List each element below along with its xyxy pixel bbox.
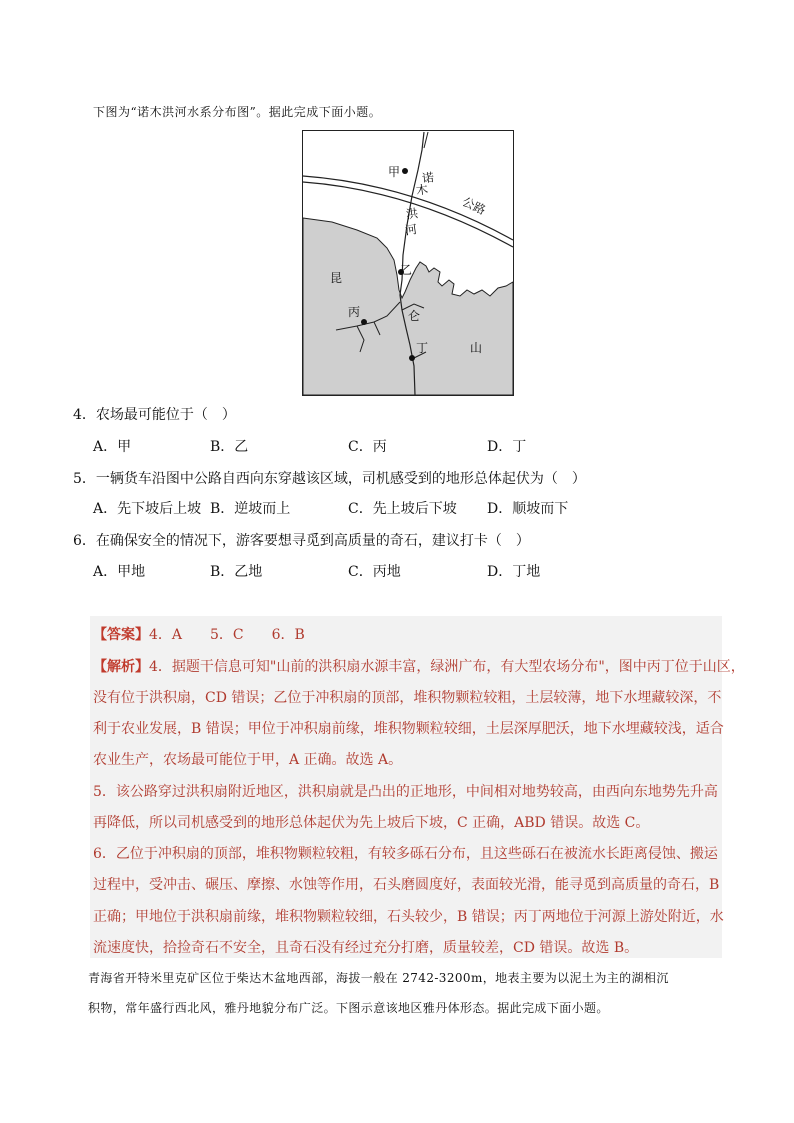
point-jia-label: 甲	[388, 165, 401, 179]
point-ding-label: 丁	[416, 341, 429, 355]
intro-text: 下图为“诺木洪河水系分布图”。据此完成下面小题。	[93, 105, 382, 119]
question-4-options	[0, 436, 794, 456]
point-bing-marker	[361, 319, 367, 325]
analysis-line-8: 过程中，受冲击、碾压、摩擦、水蚀等作用，石头磨圆度好，表面较光滑，能寻觅到高质量的奇石，B	[93, 877, 720, 893]
next-intro-line-1: 青海省开特米里克矿区位于柴达木盆地西部，海拔一般在 2742-3200m，地表主要为以泥土为主的湖相沉	[88, 971, 669, 985]
analysis-line-6: 再降低，所以司机感受到的地形总体起伏为先上坡后下坡，C 正确，ABD 错误。故选 C。	[93, 815, 650, 831]
analysis-line-5: 5．该公路穿过洪积扇附近地区，洪积扇就是凸出的正地形，中间相对地势较高，由西向东地势先升高	[93, 784, 718, 800]
question-5-stem: 5．一辆货车沿图中公路自西向东穿越该区域，司机感受到的地形总体起伏为（ ）	[73, 471, 586, 487]
q6-option-c[interactable]: C．丙地	[348, 564, 401, 580]
next-intro-line-2: 积物，常年盛行西北风，雅丹地貌分布广泛。下图示意该地区雅丹体形态。据此完成下面小题。	[88, 1001, 609, 1015]
answer-tag: 【答案】	[93, 627, 149, 643]
q4-option-d[interactable]: D．丁	[487, 439, 527, 455]
mountain-label-2: 仑	[408, 309, 421, 323]
analysis-line-4: 农业生产，农场最可能位于甲，A 正确。故选 A。	[93, 752, 403, 768]
analysis-line-7: 6．乙位于冲积扇的顶部，堆积物颗粒较粗，有较多砾石分布，且这些砾石在被流水长距离侵蚀、搬运	[93, 846, 718, 862]
question-5-options	[0, 498, 794, 518]
question-4-stem: 4．农场最可能位于（ ）	[73, 407, 236, 423]
q5-option-b[interactable]: B．逆坡而上	[210, 501, 291, 517]
question-6-options	[0, 561, 794, 581]
analysis-text-1: 4．据题干信息可知"山前的洪积扇水源丰富，绿洲广布，有大型农场分布"，图中丙丁位于山区，	[149, 659, 745, 675]
analysis-line-2: 没有位于洪积扇，CD 错误；乙位于冲积扇的顶部，堆积物颗粒较粗，土层较薄，地下水埋藏较深，不	[93, 690, 722, 706]
analysis-line-10: 流速度快，拾捡奇石不安全，且奇石没有经过充分打磨，质量较差，CD 错误。故选 B。	[93, 940, 639, 956]
analysis-line-1	[93, 656, 745, 676]
river-label-1: 诺	[421, 170, 435, 186]
river-label-2: 木	[415, 182, 429, 198]
river-system-map	[302, 130, 514, 396]
point-ding-marker	[409, 355, 415, 361]
road-label: 公路	[460, 194, 488, 218]
analysis-line-9: 正确；甲地位于洪积扇前缘，堆积物颗粒较细，石头较少，B 错误；丙丁两地位于河源上游处附近，水	[93, 909, 724, 925]
river-label-3: 洪	[405, 206, 419, 222]
answer-line	[93, 624, 305, 644]
q5-option-c[interactable]: C．先上坡后下坡	[348, 501, 457, 517]
q5-option-a[interactable]: A．先下坡后上坡	[93, 501, 202, 517]
q5-option-d[interactable]: D．顺坡而下	[487, 501, 569, 517]
q4-option-a[interactable]: A．甲	[93, 439, 132, 455]
river-label-4: 河	[404, 222, 418, 238]
point-yi-label: 乙	[400, 263, 413, 277]
point-jia-marker	[402, 168, 408, 174]
point-bing-label: 丙	[348, 305, 361, 319]
q6-option-d[interactable]: D．丁地	[487, 564, 541, 580]
analysis-tag: 【解析】	[93, 659, 149, 675]
mountain-label-1: 昆	[330, 271, 343, 285]
q6-option-a[interactable]: A．甲地	[93, 564, 146, 580]
question-6-stem: 6．在确保安全的情况下，游客要想寻觅到高质量的奇石，建议打卡（ ）	[73, 533, 530, 549]
q4-option-b[interactable]: B．乙	[210, 439, 249, 455]
answer-text: 4．A 5．C 6．B	[149, 627, 305, 643]
q6-option-b[interactable]: B．乙地	[210, 564, 263, 580]
q4-option-c[interactable]: C．丙	[348, 439, 387, 455]
mountain-label-3: 山	[470, 341, 483, 355]
analysis-line-3: 利于农业发展，B 错误；甲位于冲积扇前缘，堆积物颗粒较细，土层深厚肥沃，地下水埋藏较浅，适合	[93, 721, 724, 737]
